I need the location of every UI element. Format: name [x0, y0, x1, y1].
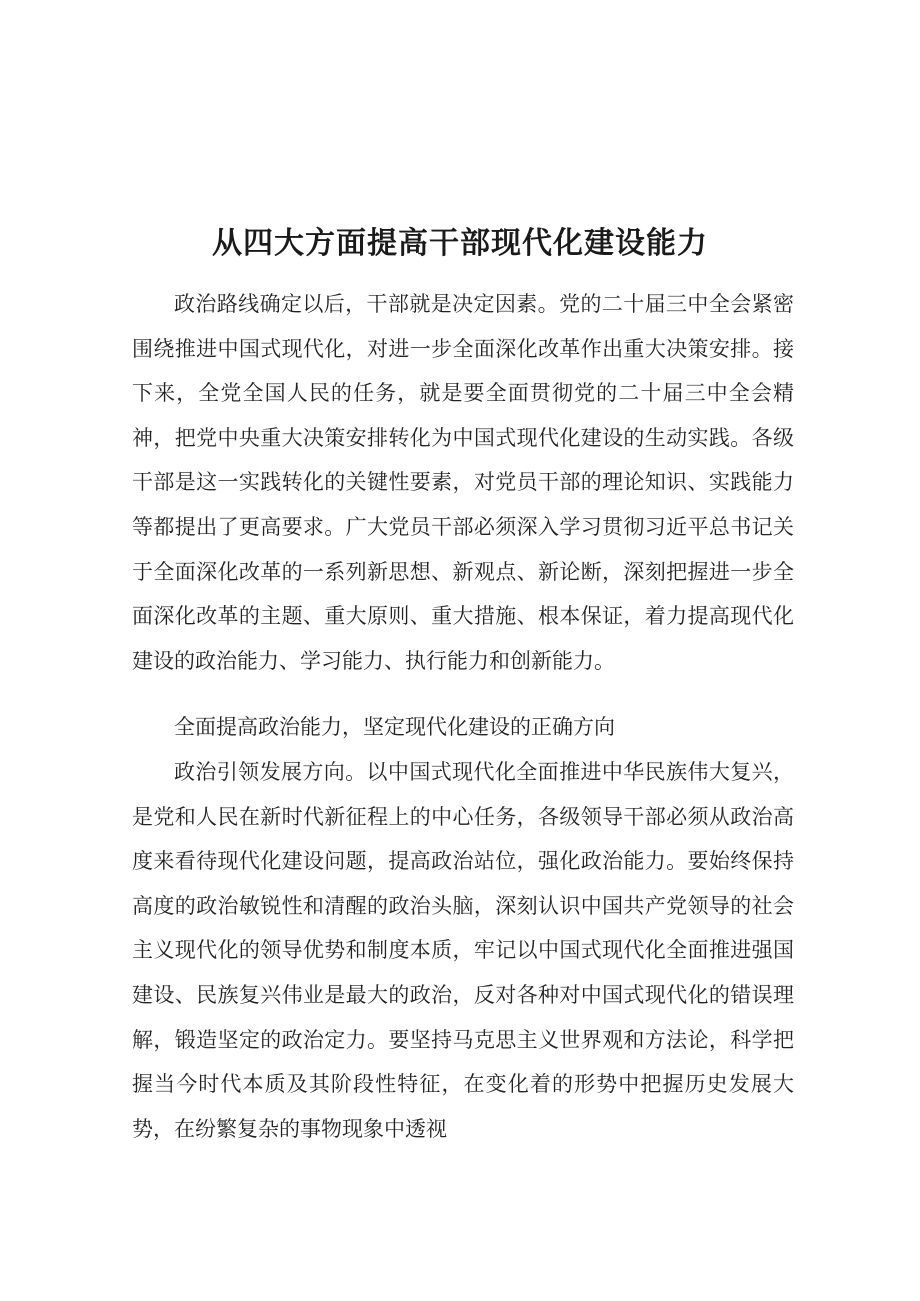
- paragraph-intro: 政治路线确定以后，干部就是决定因素。党的二十届三中全会紧密围绕推进中国式现代化，对进一步全面深化改革作出重大决策安排。接下来，全党全国人民的任务，就是要全面贯彻党的二十届三中全会精神，把党中央重大决策安排转化为中国式现代化建设的生动实践。各级干部是这一实践转化的关键性要素，对党员干部的理论知识、实践能力等都提出了更高要求。广大党员干部必须深入学习贯彻习近平总书记关于全面深化改革的一系列新思想、新观点、新论断，深刻把握进一步全面深化改革的主题、重大原则、重大措施、根本保证，着力提高现代化建设的政治能力、学习能力、执行能力和创新能力。: [132, 292, 794, 673]
- document-title: 从四大方面提高干部现代化建设能力: [212, 226, 708, 261]
- paragraph-political-guidance: 政治引领发展方向。以中国式现代化全面推进中华民族伟大复兴，是党和人民在新时代新征程上的中心任务，各级领导干部必须从政治高度来看待现代化建设问题，提高政治站位，强化政治能力。要始终保持高度的政治敏锐性和清醒的政治头脑，深刻认识中国共产党领导的社会主义现代化的领导优势和制度本质，牢记以中国式现代化全面推进强国建设、民族复兴伟业是最大的政治，反对各种对中国式现代化的错误理解，锻造坚定的政治定力。要坚持马克思主义世界观和方法论，科学把握当今时代本质及其阶段性特征，在变化着的形势中把握历史发展大势，在纷繁复杂的事物现象中透视: [132, 760, 794, 1141]
- section-heading-political-ability: 全面提高政治能力，坚定现代化建设的正确方向: [174, 715, 615, 739]
